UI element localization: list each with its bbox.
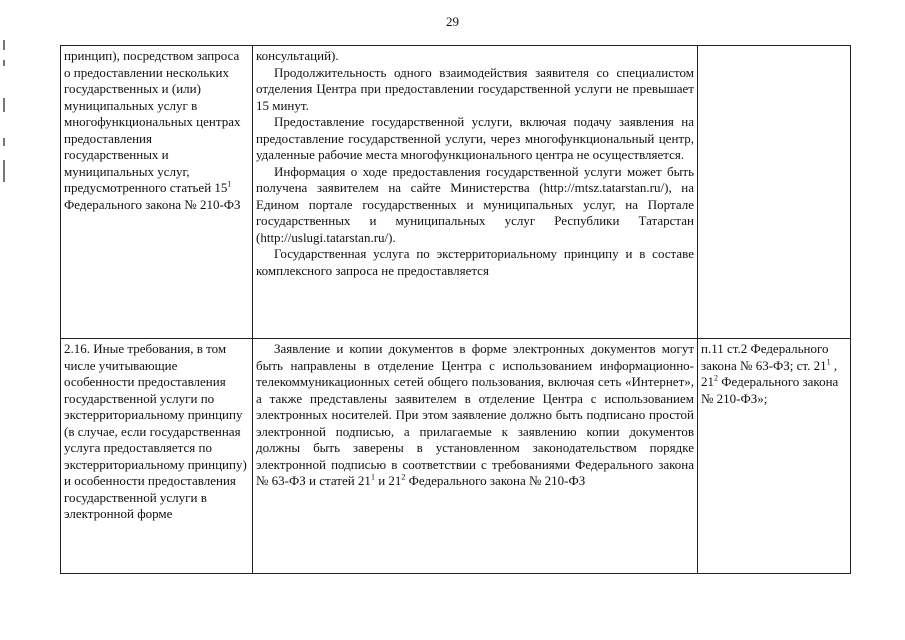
legal-basis-cell [698, 339, 851, 574]
requirement-name-cell [61, 46, 253, 339]
content-text: Федерального закона № 210-ФЗ [405, 473, 586, 488]
superscript: 1 [826, 357, 831, 367]
content-paragraph: Продолжительность одного взаимодействия заявителя со специалистом отделения Центра при предоставлении государственной услуги не превышает 15 минут. [256, 64, 694, 113]
content-paragraph: Государственная услуга по экстерриториальному принципу и в составе комплексного запроса не предоставляется [256, 246, 694, 278]
content-text: и 21 [374, 473, 402, 488]
content-paragraph: Информация о ходе предоставления государственной услуги может быть получена заявителем на сайте Министерства (http://mtsz.tatarstan.ru/), на Едином портале государственных и муниципальных услуг, на Портале государственных и муниципальных услуг Республики Татарстан (http://uslugi.tatarstan.ru/). [256, 163, 694, 245]
content-paragraph: консультаций). [256, 48, 339, 63]
superscript: 2 [401, 472, 406, 482]
legal-basis-text: п.11 ст.2 Федерального закона № 63-ФЗ; ст. 21 [701, 341, 829, 373]
content-paragraph: Предоставление государственной услуги, включая подачу заявления на предоставление государственной услуги, через многофункциональный центр, удаленные рабочие места многофункционального центра не осуществляется. [256, 114, 694, 162]
content-text: Заявление и копии документов в форме электронных документов могут быть направлены в отделение Центра с использованием информационно-телекоммуникационных сетей общего пользования, включая сеть «Интернет», а также представлены заявителем в отделение Центра с использованием электронных носителей. При этом заявление должно быть подписано простой электронной подписью, а прилагаемые к заявлению копии документов должны быть заверены в установленном законодательством порядке электронной подписью в соответствии с требованиями Федерального закона № 63-ФЗ и статей 21 [256, 341, 694, 488]
legal-basis-cell [698, 46, 851, 339]
requirement-name-tail: Федерального закона № 210-ФЗ [64, 196, 241, 212]
superscript: 1 [227, 179, 232, 189]
page-number: 29 [446, 14, 459, 29]
requirement-content-cell [253, 339, 698, 574]
legal-basis-text: , 21 [701, 357, 838, 389]
requirement-name-cell: 2.16. Иные требования, в том числе учитывающие особенности предоставления государственной услуги по экстерриториальному принципу (в случае, если государственная услуга предоставляется по экстерриториальному принципу) и особенности предоставления государственной услуги в электронной форме [61, 339, 253, 574]
requirement-content-cell [253, 46, 698, 339]
superscript: 1 [370, 472, 375, 482]
requirements-table [60, 45, 851, 574]
table-row [61, 339, 851, 574]
margin-binding-marks [3, 40, 9, 200]
legal-basis-text: Федерального закона № 210-ФЗ»; [701, 374, 839, 406]
requirement-name-text: принцип), посредством запроса о предоставлении нескольких государственных и (или) муниципальных услуг в многофункциональных центрах предоставления государственных и муниципальных услуг, предусмотренного статьей 15 [64, 48, 241, 195]
content-paragraph [256, 341, 694, 490]
table-row [61, 46, 851, 339]
superscript: 2 [714, 373, 718, 383]
